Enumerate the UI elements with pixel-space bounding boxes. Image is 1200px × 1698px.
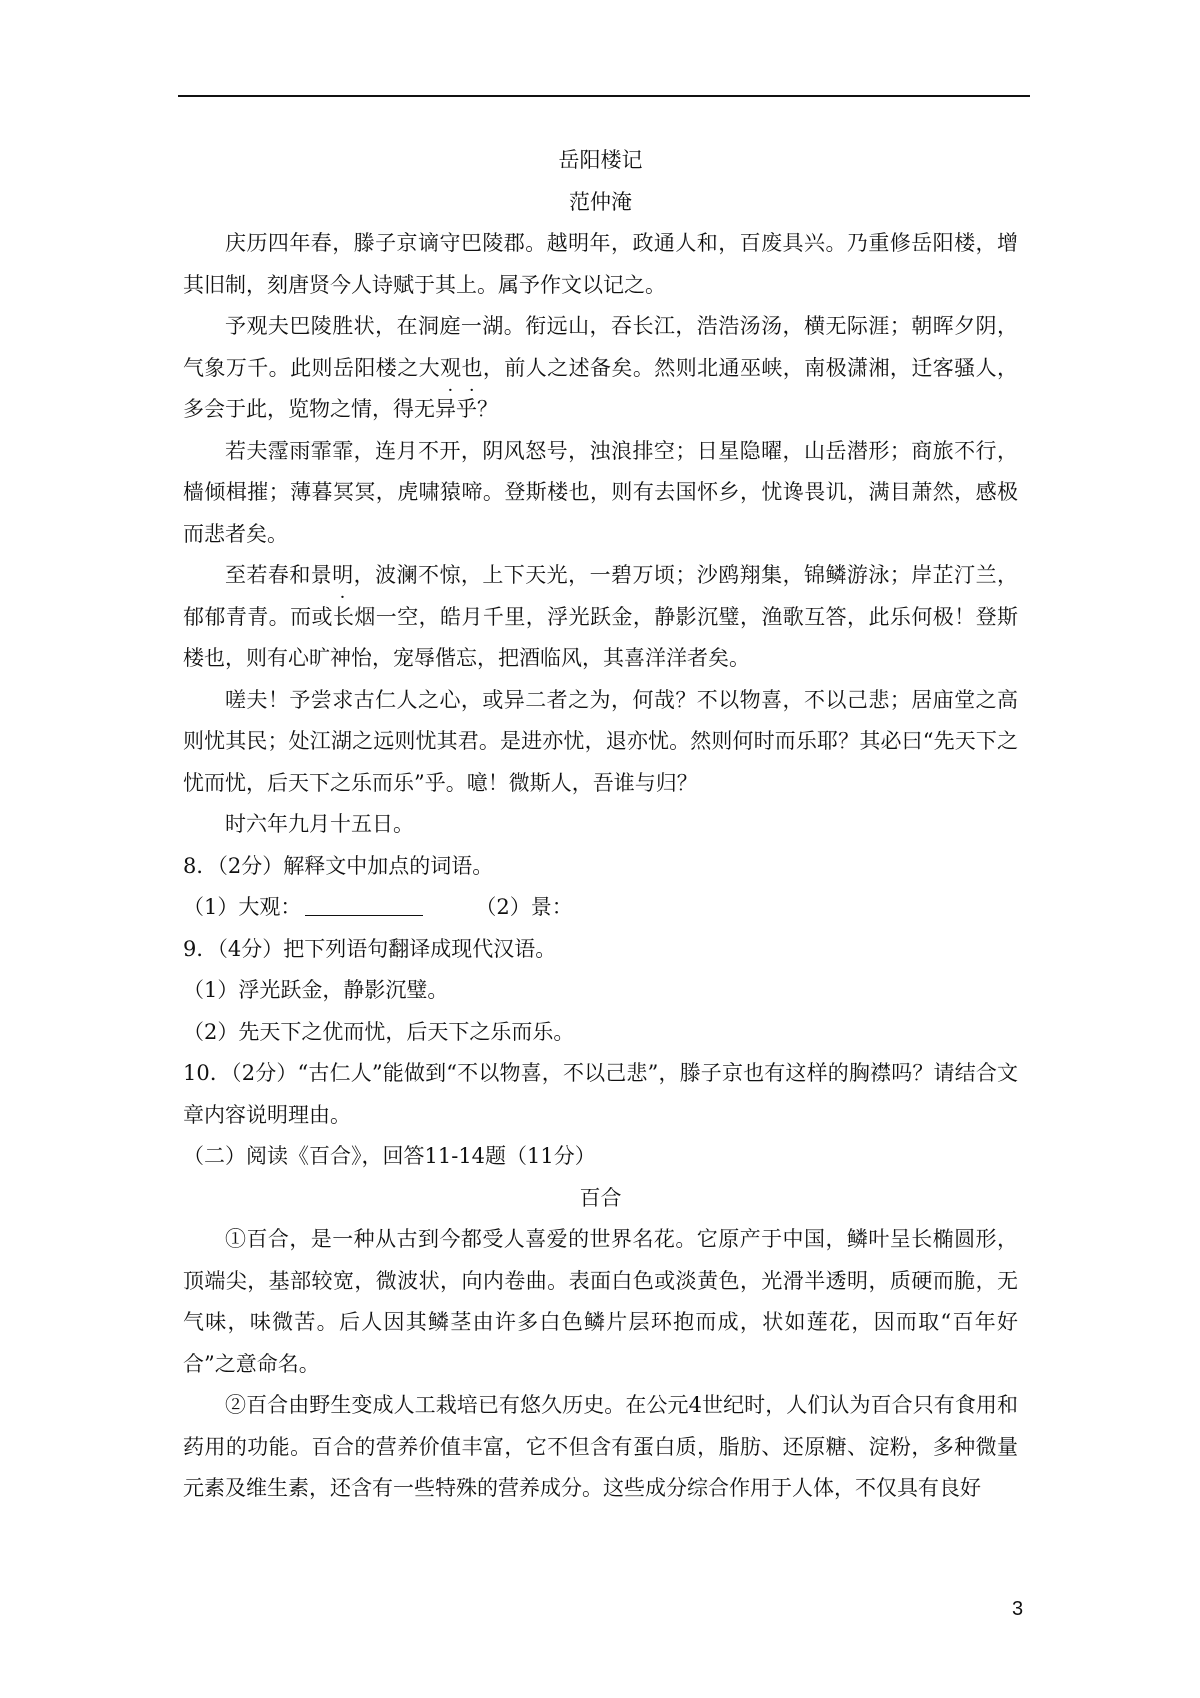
essay-text: 至若春和 xyxy=(225,563,311,587)
question-9-1: （1）浮光跃金，静影沉璧。 xyxy=(183,978,449,1002)
lily-paragraph-2: ②百合由野生变成人工栽培已有悠久历史。在公元4世纪时，人们认为百合只有食用和药用的功能。百合的营养价值丰富，它不但含有蛋白质，脂肪、还原糖、淀粉，多种微量元素及维生素，还含有一些特殊的营养成分。这些成分综合作用于人体，不仅具有良好 xyxy=(183,1393,1018,1500)
page-content xyxy=(183,140,1018,1510)
answer-blank[interactable] xyxy=(305,895,423,916)
dotted-char: 观 xyxy=(440,355,462,380)
dotted-char: 景 xyxy=(310,563,333,587)
essay-paragraph-1: 庆历四年春，滕子京谪守巴陵郡。越明年，政通人和，百废具兴。乃重修岳阳楼，增其旧制，刻唐贤今人诗赋于其上。属予作文以记之。 xyxy=(183,231,1018,297)
question-8-1: （1）大观： xyxy=(183,895,302,919)
question-9: 9．（4分）把下列语句翻译成现代汉语。 xyxy=(183,936,557,961)
essay-paragraph-6: 时六年九月十五日。 xyxy=(225,812,414,836)
essay-text: 予观夫巴陵胜状，在洞庭一湖。衔远山，吞长江，浩浩汤汤，横无际涯；朝晖夕阴，气象万千。此则岳阳楼之 xyxy=(183,314,1018,380)
essay-paragraph-4 xyxy=(183,555,1018,680)
question-9-2: （2）先天下之优而忧，后天下之乐而乐。 xyxy=(183,1019,575,1044)
essay-text: 也，前人之述备矣。然则北通巫峡，南极潇湘，迁客骚人，多会于此，览物之情，得无异乎？ xyxy=(183,355,1019,421)
essay-author: 范仲淹 xyxy=(569,189,632,214)
question-10: 10．（2分）“古仁人”能做到“不以物喜，不以己悲”，滕子京也有这样的胸襟吗？请结合文章内容说明理由。 xyxy=(183,1061,1018,1127)
question-8-2: （2）景： xyxy=(475,895,573,919)
essay-title: 岳阳楼记 xyxy=(558,148,643,172)
lily-title: 百合 xyxy=(579,1185,622,1210)
essay-text: 明，波澜不惊，上下天光，一碧万顷；沙鸥翔集，锦鳞游泳；岸芷汀兰，郁郁青青。而或长烟一空，皓月千里，浮光跃金，静影沉璧，渔歌互答，此乐何极！登斯楼也，则有心旷神怡，宠辱偕忘，把酒临风，其喜洋洋者矣。 xyxy=(183,563,1019,670)
essay-paragraph-5: 嗟夫！予尝求古仁人之心，或异二者之为，何哉？不以物喜，不以己悲；居庙堂之高则忧其民；处江湖之远则忧其君。是进亦忧，退亦忧。然则何时而乐耶？其必曰“先天下之忧而忧，后天下之乐而乐”乎。噫！微斯人，吾谁与归？ xyxy=(183,687,1018,795)
dotted-char: 大 xyxy=(418,355,441,380)
essay-paragraph-3: 若夫霪雨霏霏，连月不开，阴风怒号，浊浪排空；日星隐曜，山岳潜形；商旅不行，樯倾楫摧；薄暮冥冥，虎啸猿啼。登斯楼也，则有去国怀乡，忧谗畏讥，满目萧然，感极而悲者矣。 xyxy=(183,438,1018,546)
section-heading: （二）阅读《百合》，回答11-14题（11分） xyxy=(183,1144,596,1168)
question-8-items xyxy=(183,887,1018,929)
page-number: 3 xyxy=(1012,1598,1024,1620)
essay-paragraph-2 xyxy=(183,306,1018,431)
question-8: 8．（2分）解释文中加点的词语。 xyxy=(183,853,494,878)
header-rule xyxy=(178,95,1030,97)
lily-paragraph-1: ①百合，是一种从古到今都受人喜爱的世界名花。它原产于中国，鳞叶呈长椭圆形，顶端尖，基部较宽，微波状，向内卷曲。表面白色或淡黄色，光滑半透明，质硬而脆，无气味，味微苦。后人因其鳞茎由许多白色鳞片层环抱而成，状如莲花，因而取“百年好合”之意命名。 xyxy=(183,1227,1018,1376)
